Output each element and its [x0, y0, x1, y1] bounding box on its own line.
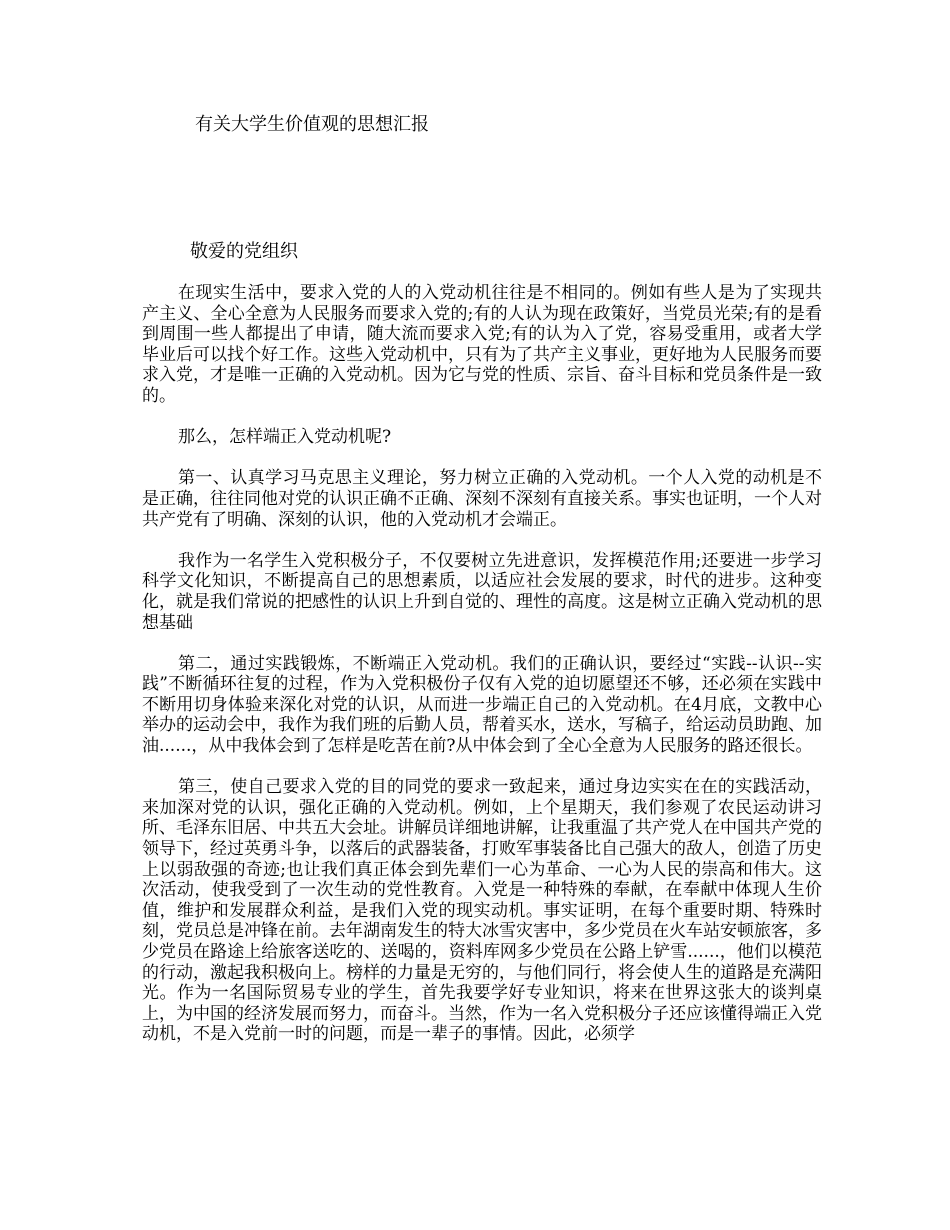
paragraph-question: 那么，怎样端正入党动机呢? — [178, 427, 392, 448]
paragraph-first: 第一、认真学习马克思主义理论，努力树立正确的入党动机。一个人入党的动机是不是正确，往往同他对党的认识正确不正确、深刻不深刻有直接关系。事实也证明，一个人对共产党有了明确、深刻的认识，他的入党动机才会端正。 — [142, 468, 822, 530]
paragraph-second: 第二，通过实践锻炼，不断端正入党动机。我们的正确认识，要经过“实践--认识--实践”不断循环往复的过程，作为入党积极份子仅有入党的迫切愿望还不够，还必须在实践中不断用切身体验来深化对党的认识，从而进一步端正自己的入党动机。在4月底，文教中心举办的运动会中，我作为我们班的后勤人员，帮着买水，送水，写稿子，给运动员助跑、加油......，从中我体会到了怎样是吃苦在前?从中体会到了全心全意为人民服务的路还很长。 — [142, 653, 822, 757]
document-title: 有关大学生价值观的思想汇报 — [195, 114, 429, 135]
paragraph-third: 第三，使自己要求入党的目的同党的要求一致起来，通过身边实实在在的实践活动，来加深对党的认识，强化正确的入党动机。例如，上个星期天，我们参观了农民运动讲习所、毛泽东旧居、中共五大会址。讲解员详细地讲解，让我重温了共产党人在中国共产党的领导下，经过英勇斗争，以落后的武器装备，打败军事装备比自己强大的敌人，创造了历史上以弱敌强的奇迹;也让我们真正体会到先辈们一心为革命、一心为人民的崇高和伟大。这次活动，使我受到了一次生动的党性教育。入党是一种特殊的奉献，在奉献中体现人生价值，维护和发展群众利益，是我们入党的现实动机。事实证明，在每个重要时期、特殊时刻，党员总是冲锋在前。去年湖南发生的特大冰雪灾害中，多少党员在火车站安顿旅客，多少党员在路途上给旅客送吃的、送喝的，资料库网多少党员在公路上铲雪......，他们以模范的行动，激起我积极向上。榜样的力量是无穷的，与他们同行，将会使人生的道路是充满阳光。作为一名国际贸易专业的学生，首先我要学好专业知识，将来在世界这张大的谈判桌上，为中国的经济发展而努力，而奋斗。当然，作为一名入党积极分子还应该懂得端正入党动机，不是入党前一时的问题，而是一辈子的事情。因此，必须学 — [142, 777, 822, 1045]
document-body — [142, 283, 822, 1066]
paragraph-student-activist: 我作为一名学生入党积极分子，不仅要树立先进意识，发挥模范作用;还要进一步学习科学文化知识，不断提高自己的思想素质，以适应社会发展的要求，时代的进步。这种变化，就是我们常说的把感性的认识上升到自觉的、理性的高度。这是树立正确入党动机的思想基础 — [142, 550, 822, 633]
salutation: 敬爱的党组织 — [190, 241, 298, 262]
paragraph-intro: 在现实生活中，要求入党的人的入党动机往往是不相同的。例如有些人是为了实现共产主义、全心全意为人民服务而要求入党的;有的人认为现在政策好，当党员光荣;有的是看到周围一些人都提出了申请，随大流而要求入党;有的认为入了党，容易受重用，或者大学毕业后可以找个好工作。这些入党动机中，只有为了共产主义事业，更好地为人民服务而要求入党，才是唯一正确的入党动机。因为它与党的性质、宗旨、奋斗目标和党员条件是一致的。 — [142, 283, 822, 406]
